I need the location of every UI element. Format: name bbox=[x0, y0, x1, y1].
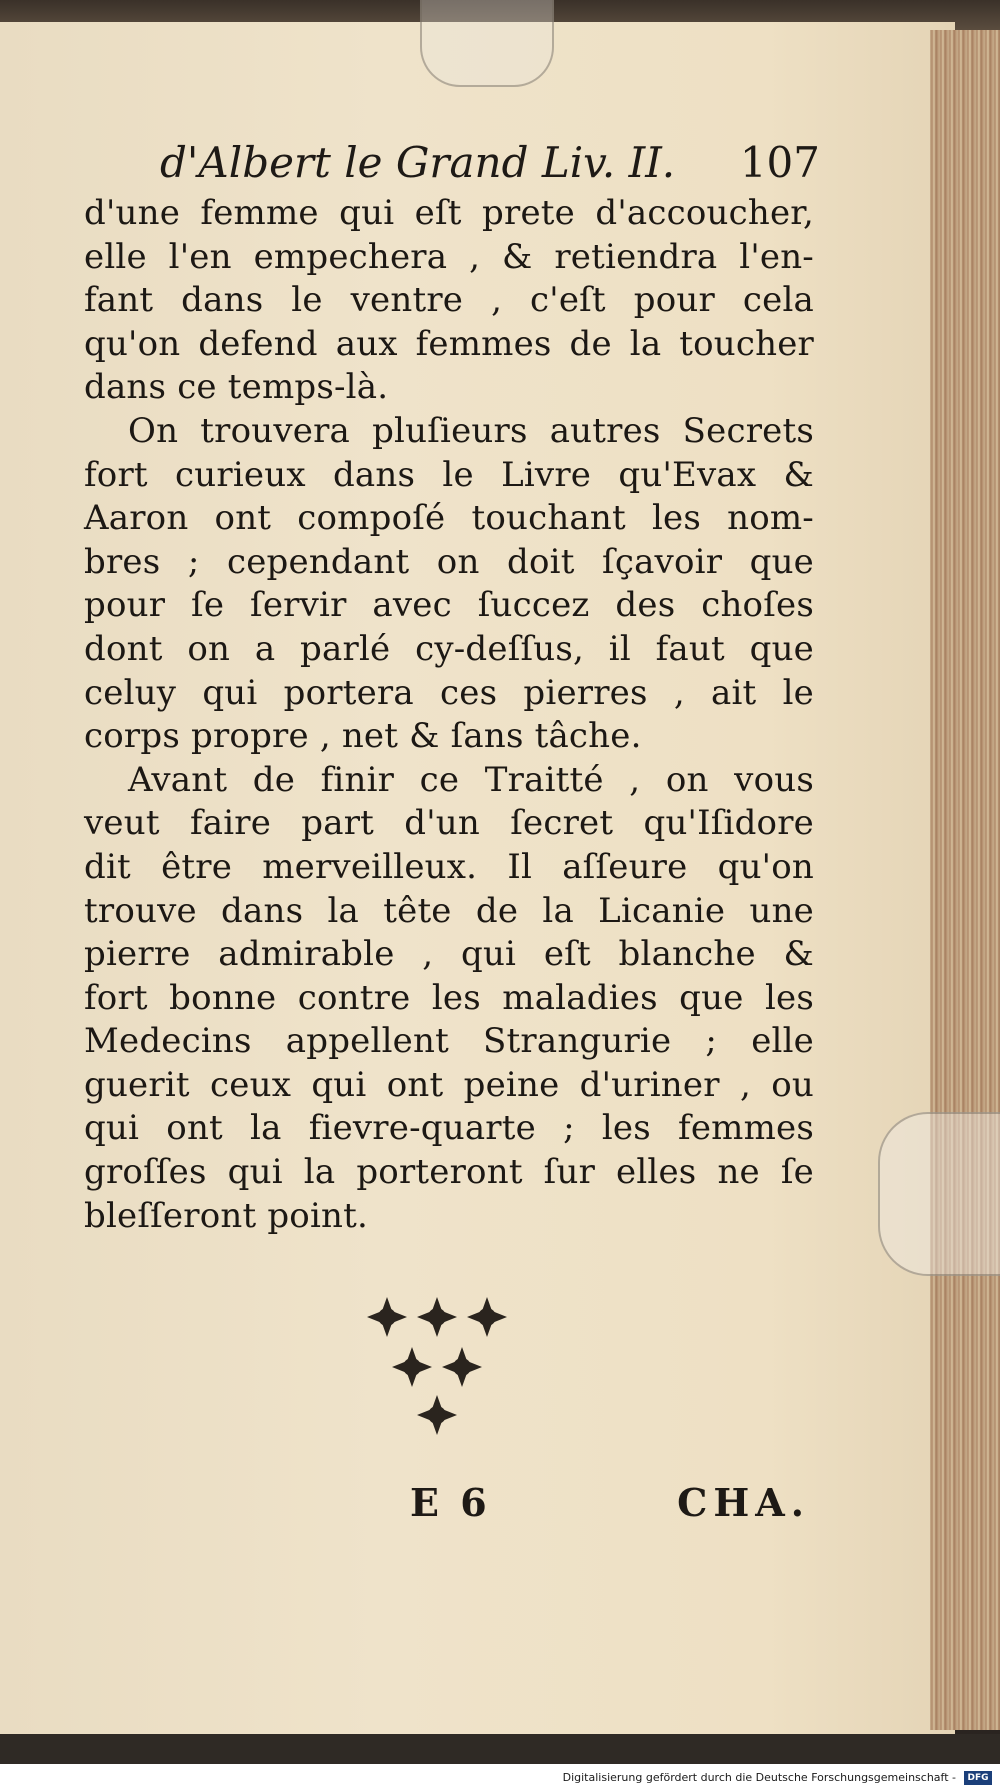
text-line: qu'on defend aux femmes de la toucher bbox=[84, 323, 814, 364]
text-line: celuy qui portera ces pierres , ait le bbox=[84, 672, 814, 713]
text-line: fant dans le ventre , c'eſt pour cela bbox=[84, 280, 814, 321]
text-line: trouve dans la tête de la Licanie une bbox=[84, 890, 814, 931]
text-line: elle l'en empechera , & retiendra l'en- bbox=[84, 236, 814, 277]
page-number: 107 bbox=[739, 138, 820, 187]
catchword: CHA. bbox=[677, 1480, 810, 1525]
text-line: guerit ceux qui ont peine d'uriner , ou bbox=[84, 1064, 814, 1105]
page-fore-edge bbox=[930, 30, 1000, 1730]
text-line: d'une femme qui eſt prete d'accoucher, bbox=[84, 193, 814, 233]
text-line: pour ſe ſervir avec ſuccez des choſes bbox=[84, 585, 814, 626]
funding-credit: Digitalisierung gefördert durch die Deutsche Forschungsgemeinschaft - bbox=[562, 1771, 956, 1784]
body-text bbox=[84, 192, 814, 1238]
text-line: fort curieux dans le Livre qu'Evax & bbox=[84, 454, 814, 495]
text-line: bres ; cependant on doit ſçavoir que bbox=[84, 541, 814, 582]
text-line: groſſes qui la porteront ſur elles ne ſe bbox=[84, 1152, 814, 1193]
text-line: pierre admirable , qui eſt blanche & bbox=[84, 934, 814, 975]
running-title: d'Albert le Grand Liv. II. bbox=[160, 138, 676, 187]
text-line: bleſſeront point. bbox=[84, 1195, 369, 1236]
paragraph-start-line: On trouvera pluſieurs autres Secrets bbox=[128, 410, 814, 451]
running-head bbox=[160, 138, 820, 190]
paragraph-start-line: Avant de finir ce Traitté , on vous bbox=[128, 759, 814, 800]
page-clip-top bbox=[420, 0, 554, 87]
page-clip-right bbox=[878, 1112, 1000, 1276]
text-line: dont on a parlé cy-deſſus, il faut que bbox=[84, 628, 814, 669]
floral-ornament-icon bbox=[362, 1295, 512, 1440]
text-line: corps propre , net & ſans tâche. bbox=[84, 716, 642, 757]
signature-mark: E 6 bbox=[410, 1480, 491, 1525]
book-bottom-edge bbox=[0, 1734, 1000, 1764]
text-line: Aaron ont compoſé touchant les nom- bbox=[84, 498, 814, 539]
text-line: qui ont la fievre-quarte ; les femmes bbox=[84, 1108, 814, 1149]
text-line: dans ce temps-là. bbox=[84, 367, 389, 408]
text-line: dit être merveilleux. Il aſſeure qu'on bbox=[84, 846, 814, 887]
dfg-logo-icon: DFG bbox=[964, 1771, 992, 1785]
text-line: fort bonne contre les maladies que les bbox=[84, 977, 814, 1018]
text-line: veut faire part d'un ſecret qu'Iſidore bbox=[84, 803, 814, 844]
text-line: Medecins appellent Strangurie ; elle bbox=[84, 1021, 814, 1062]
page-footer bbox=[410, 1480, 810, 1530]
